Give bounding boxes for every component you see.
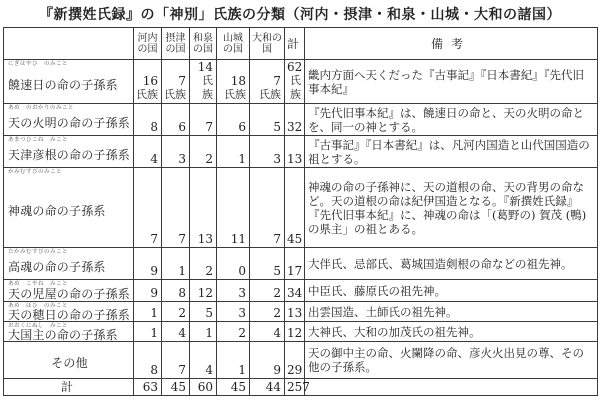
ruby-reading: にぎはやひ のみこと bbox=[8, 61, 69, 67]
row-total-cell bbox=[285, 302, 305, 322]
row-total: 17 bbox=[287, 264, 303, 278]
row-total: 13 bbox=[287, 306, 303, 320]
ruby-reading: おおくにぬし みこと bbox=[8, 323, 69, 329]
region-count-cell bbox=[250, 168, 285, 248]
region-count: 16 bbox=[142, 74, 158, 88]
clan-lineage-cell bbox=[4, 302, 134, 322]
region-count-cell bbox=[190, 280, 217, 302]
table-row bbox=[4, 302, 598, 322]
clan-lineage-cell bbox=[4, 322, 134, 342]
ruby-reading: あまつひこね みこと bbox=[8, 137, 69, 143]
clan-lineage-cell bbox=[4, 60, 134, 104]
remarks-cell: 『先代旧事本紀』は、饒速日の命と、天の火明の命とを、同一の神とする。 bbox=[305, 104, 598, 136]
region-count-cell bbox=[190, 248, 217, 280]
region-count: 0 bbox=[238, 264, 246, 278]
row-total-cell bbox=[285, 342, 305, 379]
table-row bbox=[4, 342, 598, 379]
table-row bbox=[4, 248, 598, 280]
region-count-cell bbox=[134, 342, 162, 379]
region-count-cell bbox=[250, 136, 285, 168]
region-count: 6 bbox=[178, 120, 186, 134]
row-total: 62 bbox=[287, 60, 303, 74]
region-count-cell bbox=[190, 322, 217, 342]
region-count: 7 bbox=[205, 120, 213, 134]
ruby-reading: かみむすびのみこと bbox=[8, 169, 63, 175]
unit-label: 氏族 bbox=[224, 88, 246, 101]
header-notes: 備考 bbox=[305, 28, 598, 60]
region-count: 7 bbox=[150, 232, 158, 246]
region-count: 8 bbox=[178, 286, 186, 300]
region-count: 3 bbox=[273, 152, 281, 166]
clan-lineage-name: 高魂の命の子孫系 bbox=[8, 259, 106, 274]
region-count-cell bbox=[217, 248, 250, 280]
region-count: 7 bbox=[178, 232, 186, 246]
total-row bbox=[4, 379, 598, 396]
unit-label: 氏族 bbox=[164, 88, 186, 101]
remarks-cell: 出雲国造、土師氏の祖先神。 bbox=[305, 302, 598, 322]
row-total: 12 bbox=[287, 326, 303, 340]
region-count-cell bbox=[217, 168, 250, 248]
header-total: 計 bbox=[285, 28, 305, 60]
total-cell: 63 bbox=[134, 379, 162, 396]
row-total: 13 bbox=[287, 152, 303, 166]
total-cell: 44 bbox=[250, 379, 285, 396]
region-count: 9 bbox=[150, 264, 158, 278]
region-count: 4 bbox=[178, 326, 186, 340]
ruby-reading: あめ こやね みこと bbox=[8, 281, 69, 287]
row-total-cell bbox=[285, 104, 305, 136]
row-total-cell bbox=[285, 280, 305, 302]
region-count-cell bbox=[190, 104, 217, 136]
region-count: 18 bbox=[230, 74, 246, 88]
region-count-cell bbox=[217, 302, 250, 322]
table-row bbox=[4, 136, 598, 168]
region-count: 6 bbox=[238, 120, 246, 134]
header-row bbox=[4, 28, 598, 60]
region-count-cell bbox=[134, 302, 162, 322]
total-cell: 45 bbox=[217, 379, 250, 396]
region-count: 5 bbox=[205, 306, 213, 320]
region-count-cell bbox=[134, 168, 162, 248]
clan-lineage-name: その他 bbox=[51, 356, 88, 370]
header-blank bbox=[4, 28, 134, 60]
region-count: 4 bbox=[205, 363, 213, 377]
clan-lineage-cell bbox=[4, 136, 134, 168]
region-count-cell bbox=[162, 104, 190, 136]
region-count: 12 bbox=[197, 286, 213, 300]
row-total-cell bbox=[285, 136, 305, 168]
region-count: 14 bbox=[197, 60, 213, 74]
region-count-cell bbox=[250, 342, 285, 379]
region-count: 13 bbox=[197, 232, 213, 246]
table-row bbox=[4, 322, 598, 342]
total-cell: 60 bbox=[190, 379, 217, 396]
region-count: 2 bbox=[273, 306, 281, 320]
clan-lineage-cell bbox=[4, 248, 134, 280]
header-region: 和泉の国 bbox=[190, 28, 217, 60]
region-count-cell bbox=[217, 280, 250, 302]
clan-lineage-cell bbox=[4, 168, 134, 248]
region-count: 9 bbox=[273, 363, 281, 377]
region-count: 5 bbox=[273, 264, 281, 278]
unit-label: 氏族 bbox=[136, 88, 158, 101]
region-count-cell bbox=[134, 104, 162, 136]
region-count-cell bbox=[162, 322, 190, 342]
remarks-cell: 神魂の命の子孫神に、天の道根の命、天の背男の命など。天の道根の命は紀伊国造となる。『新撰姓氏録』『先代旧事本紀』に、神魂の命は「(葛野の) 賀茂 (鴨) の県主」の祖とある。 bbox=[305, 168, 598, 248]
clan-lineage-name: 大国主の命の子孫系 bbox=[8, 327, 118, 342]
total-cell: 45 bbox=[162, 379, 190, 396]
remarks-cell: 大神氏、大和の加茂氏の祖先神。 bbox=[305, 322, 598, 342]
remarks-cell: 『古事記』『日本書紀』は、凡河内国造と山代国国造の祖とする。 bbox=[305, 136, 598, 168]
region-count-cell bbox=[162, 168, 190, 248]
clan-classification-table bbox=[3, 27, 598, 396]
region-count: 9 bbox=[150, 286, 158, 300]
table-row bbox=[4, 60, 598, 104]
grand-total: 257 bbox=[285, 379, 305, 396]
clan-lineage-name: 天津彦根の命の子孫系 bbox=[8, 147, 131, 162]
row-total-cell bbox=[285, 168, 305, 248]
header-region: 山城の国 bbox=[217, 28, 250, 60]
region-count: 2 bbox=[178, 306, 186, 320]
region-count-cell bbox=[217, 342, 250, 379]
region-count: 1 bbox=[178, 264, 186, 278]
table-row bbox=[4, 104, 598, 136]
row-total: 29 bbox=[287, 363, 303, 377]
region-count-cell bbox=[190, 302, 217, 322]
region-count-cell bbox=[162, 60, 190, 104]
region-count: 1 bbox=[150, 306, 158, 320]
clan-lineage-name: 天の火明の命の子孫系 bbox=[8, 115, 131, 130]
row-total: 34 bbox=[287, 286, 303, 300]
region-count-cell bbox=[190, 60, 217, 104]
region-count-cell bbox=[217, 60, 250, 104]
region-count: 5 bbox=[273, 120, 281, 134]
clan-lineage-cell bbox=[4, 104, 134, 136]
row-total-cell bbox=[285, 60, 305, 104]
region-count-cell bbox=[190, 136, 217, 168]
region-count-cell bbox=[250, 248, 285, 280]
unit-label: 氏族 bbox=[259, 88, 281, 101]
region-count: 7 bbox=[178, 74, 186, 88]
clan-lineage-name: 天の児屋の命の子孫系 bbox=[8, 286, 131, 301]
region-count-cell bbox=[250, 104, 285, 136]
row-total-cell bbox=[285, 322, 305, 342]
region-count-cell bbox=[250, 302, 285, 322]
unit-label: 氏族 bbox=[290, 74, 301, 101]
page-title: 『新撰姓氏録』の「神別」氏族の分類（河内・摂津・和泉・山城・大和の諸国） bbox=[39, 7, 561, 23]
ruby-reading: あめ ほひ のみこと bbox=[8, 303, 69, 309]
total-note-empty bbox=[305, 379, 598, 396]
header-region: 大和の国 bbox=[250, 28, 285, 60]
region-count: 3 bbox=[238, 286, 246, 300]
remarks-cell: 畿内方面へ天くだった『古事記』『日本書紀』『先代旧事本紀』 bbox=[305, 60, 598, 104]
region-count: 7 bbox=[273, 74, 281, 88]
region-count: 1 bbox=[238, 363, 246, 377]
clan-lineage-cell bbox=[4, 280, 134, 302]
region-count-cell bbox=[134, 248, 162, 280]
table-row bbox=[4, 280, 598, 302]
region-count-cell bbox=[250, 322, 285, 342]
region-count-cell bbox=[162, 302, 190, 322]
region-count-cell bbox=[190, 168, 217, 248]
region-count-cell bbox=[162, 280, 190, 302]
region-count-cell bbox=[217, 322, 250, 342]
unit-label: 氏族 bbox=[202, 74, 213, 101]
region-count: 1 bbox=[150, 326, 158, 340]
clan-lineage-cell bbox=[4, 342, 134, 379]
row-total: 32 bbox=[287, 120, 303, 134]
clan-lineage-name: 天の穂日の命の子孫系 bbox=[8, 307, 131, 322]
region-count: 8 bbox=[150, 120, 158, 134]
region-count: 8 bbox=[150, 363, 158, 377]
region-count-cell bbox=[162, 342, 190, 379]
region-count-cell bbox=[134, 322, 162, 342]
region-count: 2 bbox=[205, 264, 213, 278]
region-count: 7 bbox=[273, 232, 281, 246]
region-count: 4 bbox=[150, 152, 158, 166]
table-row bbox=[4, 168, 598, 248]
region-count-cell bbox=[250, 60, 285, 104]
region-count-cell bbox=[134, 280, 162, 302]
region-count: 3 bbox=[238, 306, 246, 320]
region-count: 2 bbox=[238, 326, 246, 340]
region-count-cell bbox=[250, 280, 285, 302]
ruby-reading: あめ のおかりのみこと bbox=[8, 105, 75, 111]
region-count: 3 bbox=[178, 152, 186, 166]
region-count: 1 bbox=[205, 326, 213, 340]
region-count: 2 bbox=[205, 152, 213, 166]
region-count-cell bbox=[190, 342, 217, 379]
region-count-cell bbox=[217, 104, 250, 136]
remarks-cell: 天の御中主の命、火闌降の命、彦火火出見の尊、その他の子孫系。 bbox=[305, 342, 598, 379]
region-count: 11 bbox=[230, 232, 246, 246]
region-count: 7 bbox=[178, 363, 186, 377]
remarks-cell: 中臣氏、藤原氏の祖先神。 bbox=[305, 280, 598, 302]
row-total-cell bbox=[285, 248, 305, 280]
total-label: 計 bbox=[4, 379, 134, 396]
region-count: 2 bbox=[273, 286, 281, 300]
region-count-cell bbox=[217, 136, 250, 168]
remarks-cell: 大伴氏、忌部氏、葛城国造剣根の命などの祖先神。 bbox=[305, 248, 598, 280]
region-count-cell bbox=[134, 60, 162, 104]
region-count-cell bbox=[134, 136, 162, 168]
region-count-cell bbox=[162, 248, 190, 280]
header-region: 河内の国 bbox=[134, 28, 162, 60]
row-total: 45 bbox=[287, 232, 303, 246]
header-region: 摂津の国 bbox=[162, 28, 190, 60]
region-count: 1 bbox=[238, 152, 246, 166]
region-count: 4 bbox=[273, 326, 281, 340]
ruby-reading: たかみむすびのみこと bbox=[8, 249, 69, 255]
clan-lineage-name: 饒速日の命の子孫系 bbox=[8, 77, 118, 92]
clan-lineage-name: 神魂の命の子孫系 bbox=[8, 203, 106, 218]
region-count-cell bbox=[162, 136, 190, 168]
